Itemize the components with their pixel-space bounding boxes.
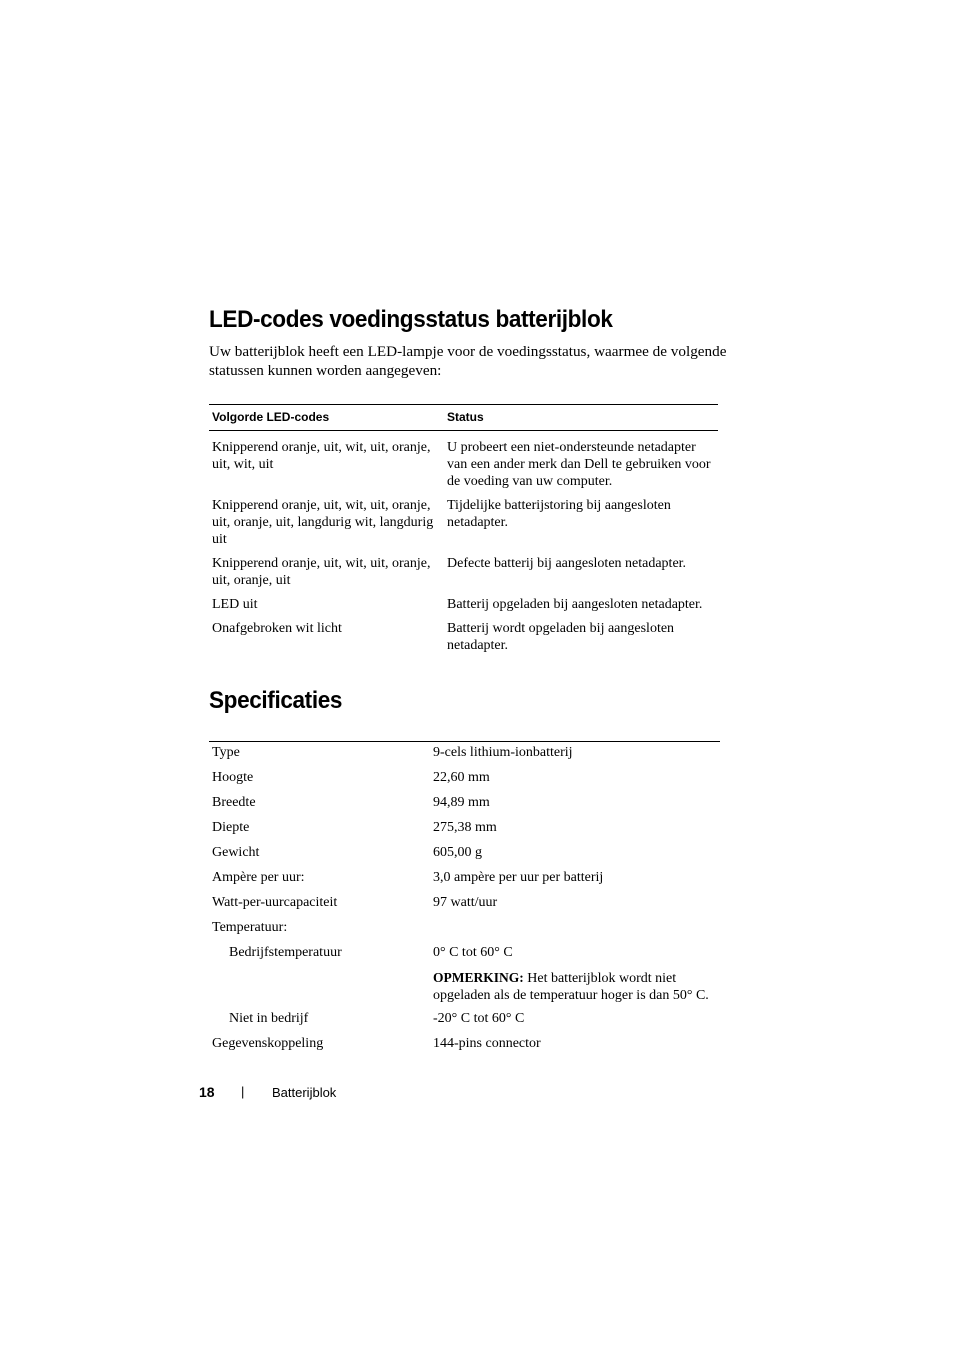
spec-label-cell: Temperatuur: <box>212 920 288 935</box>
led-codes-heading: LED-codes voedingsstatus batterijblok <box>209 306 613 333</box>
spec-label-cell: Ampère per uur: <box>212 870 305 885</box>
spec-label-cell: Gegevenskoppeling <box>212 1036 324 1051</box>
specifications-heading: Specificaties <box>209 687 343 714</box>
note-spacer-cell <box>209 969 430 1010</box>
table-row <box>209 497 718 555</box>
table-row <box>209 742 720 770</box>
led-sequence-cell: Onafgebroken wit licht <box>212 621 342 636</box>
table-row <box>209 944 720 969</box>
led-sequence-cell: Knipperend oranje, uit, wit, uit, oranje, uit, oranje, uit, langdurig wit, langdurig uit <box>212 498 434 547</box>
led-status-cell: Defecte batterij bij aangesloten netadapter. <box>447 556 687 571</box>
table-row <box>209 555 718 596</box>
led-intro-paragraph: Uw batterijblok heeft een LED-lampje voor de voedingsstatus, waarmee de volgende statussen kunnen worden aangegeven: <box>209 343 727 379</box>
spec-value-cell <box>430 919 720 944</box>
spec-label-cell: Watt-per-uurcapaciteit <box>212 895 338 910</box>
page-number: 18 <box>199 1084 215 1100</box>
led-status-cell: Batterij wordt opgeladen bij aangesloten netadapter. <box>447 621 675 653</box>
table-row <box>209 596 718 620</box>
led-sequence-cell: Knipperend oranje, uit, wit, uit, oranje, uit, oranje, uit <box>212 556 431 588</box>
note-row <box>209 969 720 1010</box>
specifications-table <box>209 741 720 1060</box>
footer-section-name: Batterijblok <box>272 1085 337 1100</box>
spec-label-cell: Hoogte <box>212 770 254 785</box>
led-table-header-sequence: Volgorde LED-codes <box>209 405 444 431</box>
spec-value-cell: -20° C tot 60° C <box>433 1011 525 1026</box>
spec-value-cell: 97 watt/uur <box>433 895 498 910</box>
led-codes-table <box>209 404 718 661</box>
spec-value-cell: 144-pins connector <box>433 1036 541 1051</box>
spec-label-cell: Niet in bedrijf <box>229 1011 309 1026</box>
table-row <box>209 869 720 894</box>
temperature-note <box>430 969 720 1010</box>
table-row <box>209 431 718 498</box>
table-row <box>209 1010 720 1035</box>
led-status-cell: Tijdelijke batterijstoring bij aangesloten netadapter. <box>447 498 671 530</box>
spec-value-cell: 605,00 g <box>433 845 482 860</box>
table-row <box>209 844 720 869</box>
note-label: OPMERKING: <box>433 970 524 985</box>
led-status-cell: Batterij opgeladen bij aangesloten netadapter. <box>447 597 703 612</box>
led-sequence-cell: LED uit <box>212 597 258 612</box>
spec-label-cell: Breedte <box>212 795 256 810</box>
spec-label-cell: Diepte <box>212 820 250 835</box>
spec-value-cell: 9-cels lithium-ionbatterij <box>433 745 573 760</box>
led-sequence-cell: Knipperend oranje, uit, wit, uit, oranje, uit, wit, uit <box>212 440 431 472</box>
table-row <box>209 919 720 944</box>
spec-value-cell: 22,60 mm <box>433 770 490 785</box>
spec-label-cell: Gewicht <box>212 845 260 860</box>
led-status-cell: U probeert een niet-ondersteunde netadapter van een ander merk dan Dell te gebruiken voor de voeding van uw computer. <box>447 440 711 489</box>
spec-label-cell: Type <box>212 745 240 760</box>
spec-value-cell: 0° C tot 60° C <box>433 945 513 960</box>
table-row <box>209 794 720 819</box>
table-row <box>209 769 720 794</box>
led-table-header-row <box>209 405 718 431</box>
table-row <box>209 819 720 844</box>
table-row <box>209 620 718 661</box>
spec-label-cell: Bedrijfstemperatuur <box>229 945 342 960</box>
spec-value-cell: 94,89 mm <box>433 795 490 810</box>
spec-value-cell: 275,38 mm <box>433 820 497 835</box>
note-text: Het batterijblok wordt niet opgeladen als de temperatuur hoger is dan 50° C. <box>433 971 709 1003</box>
table-row <box>209 1035 720 1060</box>
led-table-header-status: Status <box>444 405 718 431</box>
table-row <box>209 894 720 919</box>
footer-separator: | <box>241 1084 245 1099</box>
spec-value-cell: 3,0 ampère per uur per batterij <box>433 870 604 885</box>
